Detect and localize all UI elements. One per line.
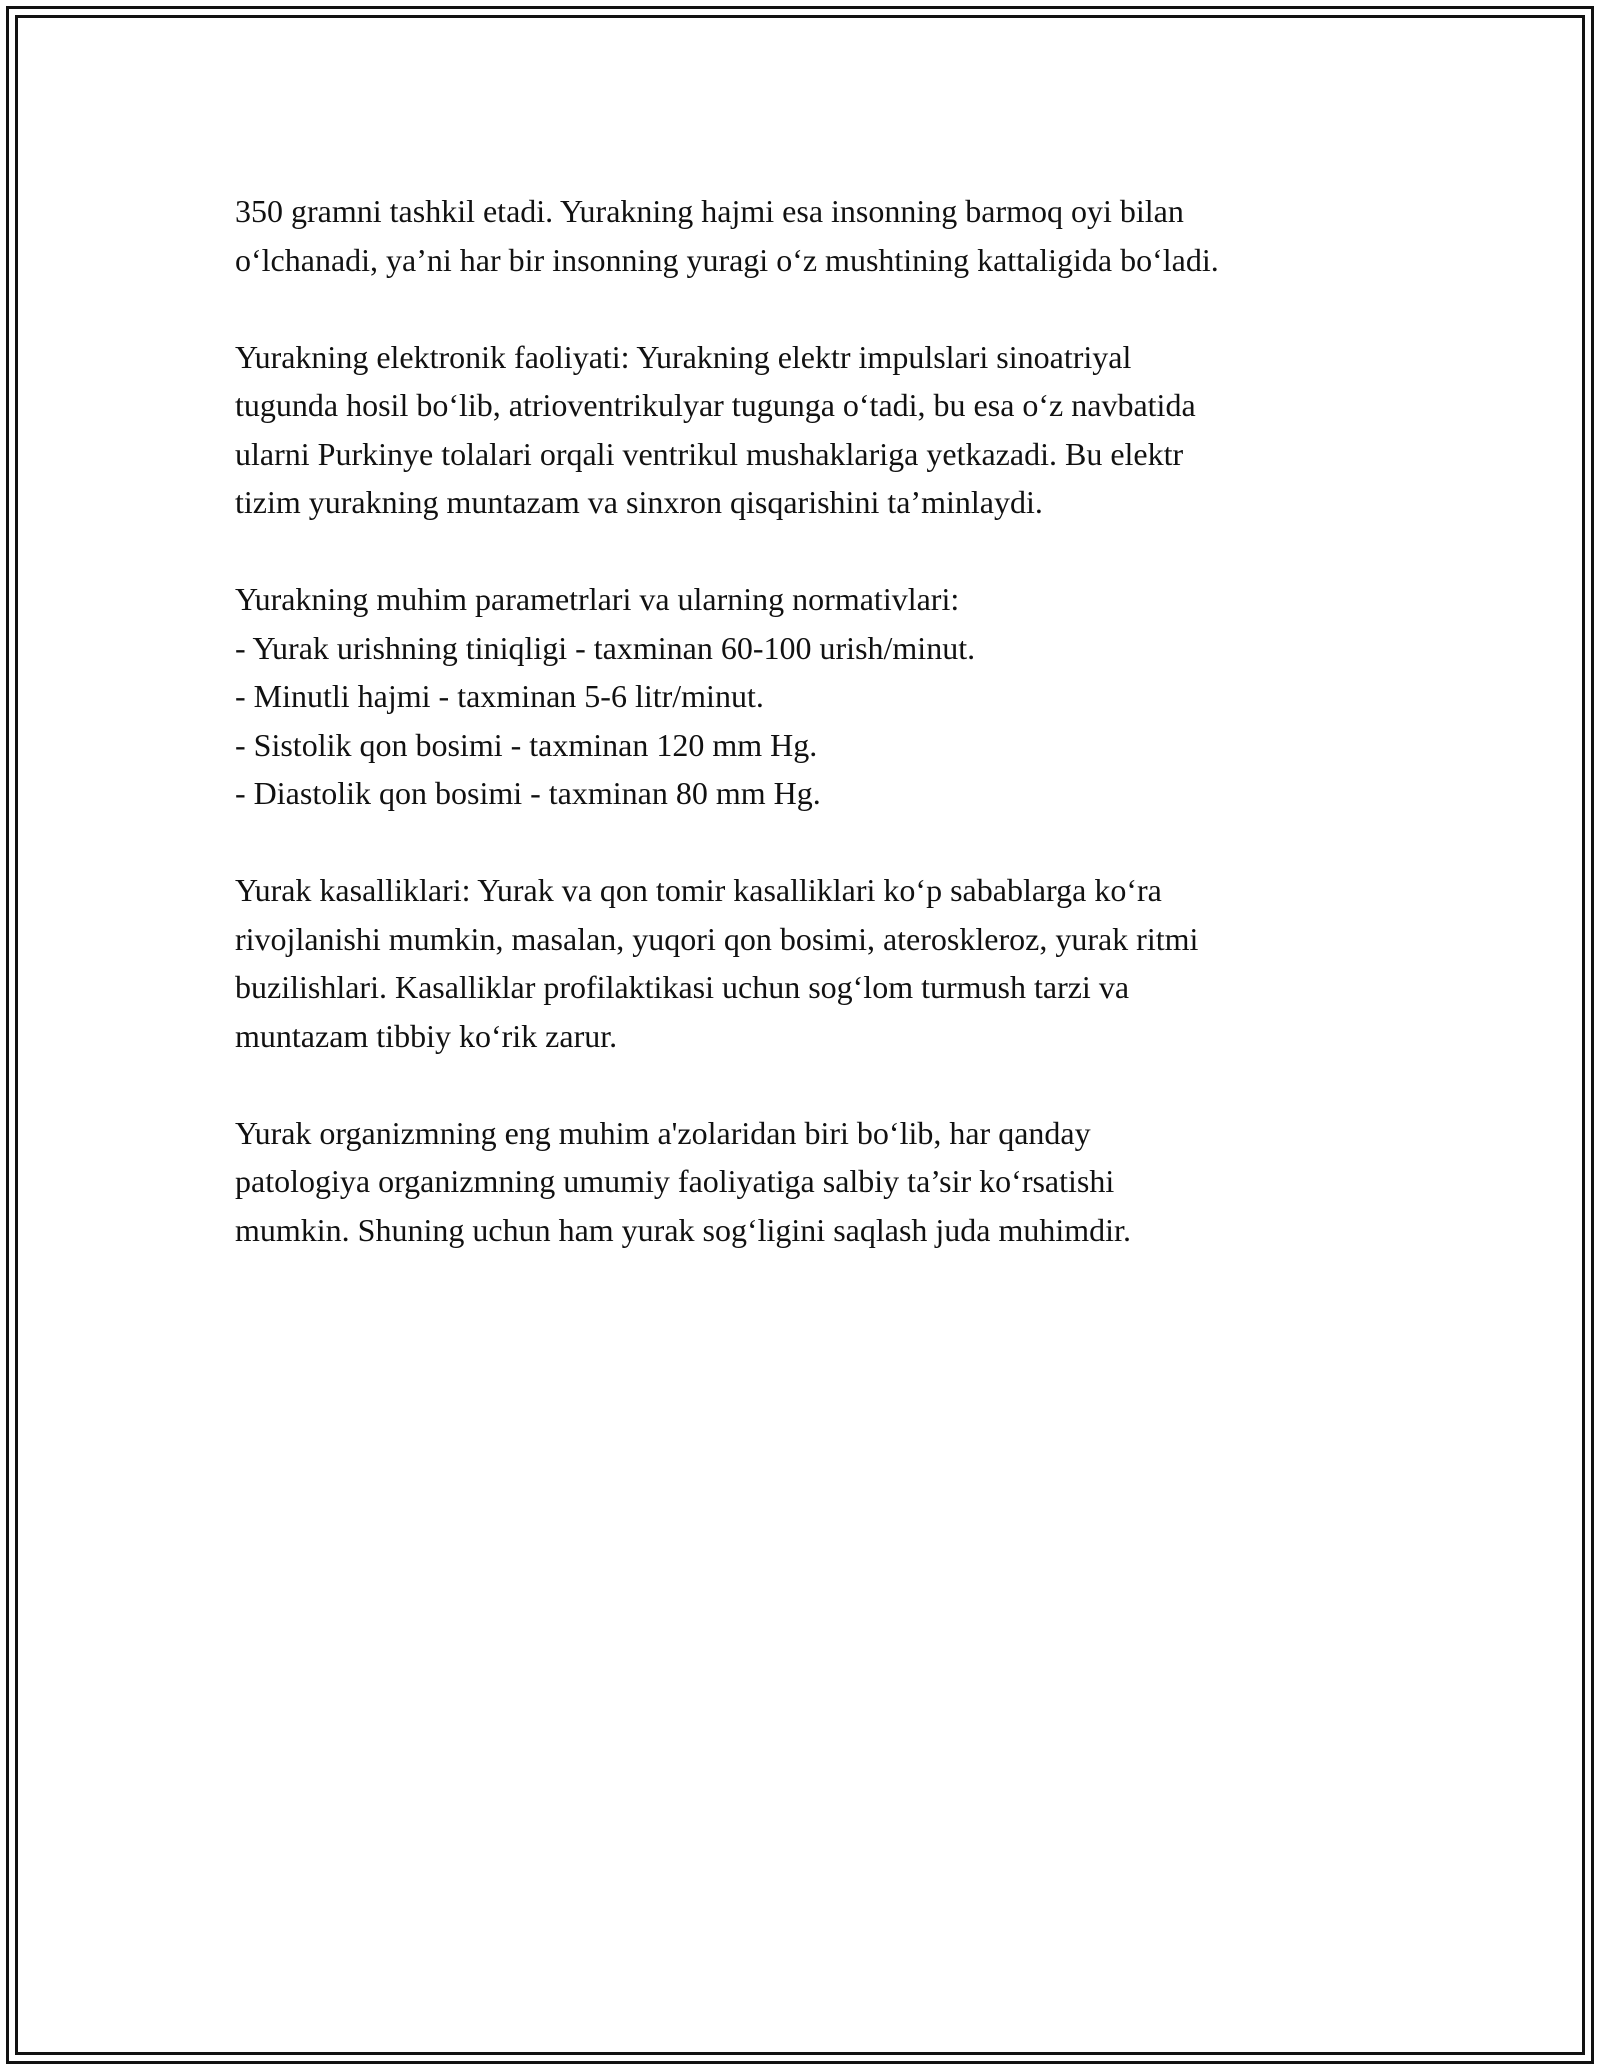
list-item: - Minutli hajmi - taxminan 5-6 litr/minut. (235, 678, 764, 714)
text-line: rivojlanishi mumkin, masalan, yuqori qon bosimi, ateroskleroz, yurak ritmi (235, 920, 1199, 957)
text-line: Yurak kasalliklari: Yurak va qon tomir kasalliklari ko‘p sabablarga ko‘ra (235, 872, 1162, 908)
text-line: tugunda hosil bo‘lib, atrioventrikulyar tugunga o‘tadi, bu esa o‘z navbatida (235, 387, 1196, 423)
text-line: Yurak organizmning eng muhim a'zolaridan biri bo‘lib, har qanday (235, 1114, 1091, 1151)
document-body (235, 187, 1415, 1303)
text-line: Yurakning muhim parametrlari va ularning normativlari: (235, 581, 960, 617)
text-line: muntazam tibbiy ko‘rik zarur. (235, 1017, 618, 1054)
paragraph-heart-diseases (235, 866, 1415, 1060)
text-line: patologiya organizmning umumiy faoliyatiga salbiy ta’sir ko‘rsatishi (235, 1163, 1115, 1199)
text-line: 350 gramni tashkil etadi. Yurakning hajmi esa insonning barmoq oyi bilan (235, 193, 1184, 229)
list-item: - Diastolik qon bosimi - taxminan 80 mm Hg. (235, 775, 821, 811)
text-line: mumkin. Shuning uchun ham yurak sog‘ligini saqlash juda muhimdir. (235, 1211, 1131, 1248)
list-item: - Sistolik qon bosimi - taxminan 120 mm Hg. (235, 726, 818, 763)
text-line: ularni Purkinye tolalari orqali ventrikul mushaklariga yetkazadi. Bu elektr (235, 435, 1184, 472)
text-line: buzilishlari. Kasalliklar profilaktikasi uchun sog‘lom turmush tarzi va (235, 969, 1130, 1005)
paragraph-heart-size (235, 187, 1415, 284)
paragraph-parameters (235, 575, 1415, 818)
paragraph-conclusion (235, 1109, 1415, 1255)
paragraph-electrical-activity (235, 333, 1415, 527)
text-line: tizim yurakning muntazam va sinxron qisqarishini ta’minlaydi. (235, 484, 1043, 520)
text-line: o‘lchanadi, ya’ni har bir insonning yuragi o‘z mushtining kattaligida bo‘ladi. (235, 241, 1219, 278)
list-item: - Yurak urishning tiniqligi - taxminan 60-100 urish/minut. (235, 629, 976, 666)
text-line: Yurakning elektronik faoliyati: Yurakning elektr impulslari sinoatriyal (235, 338, 1132, 375)
